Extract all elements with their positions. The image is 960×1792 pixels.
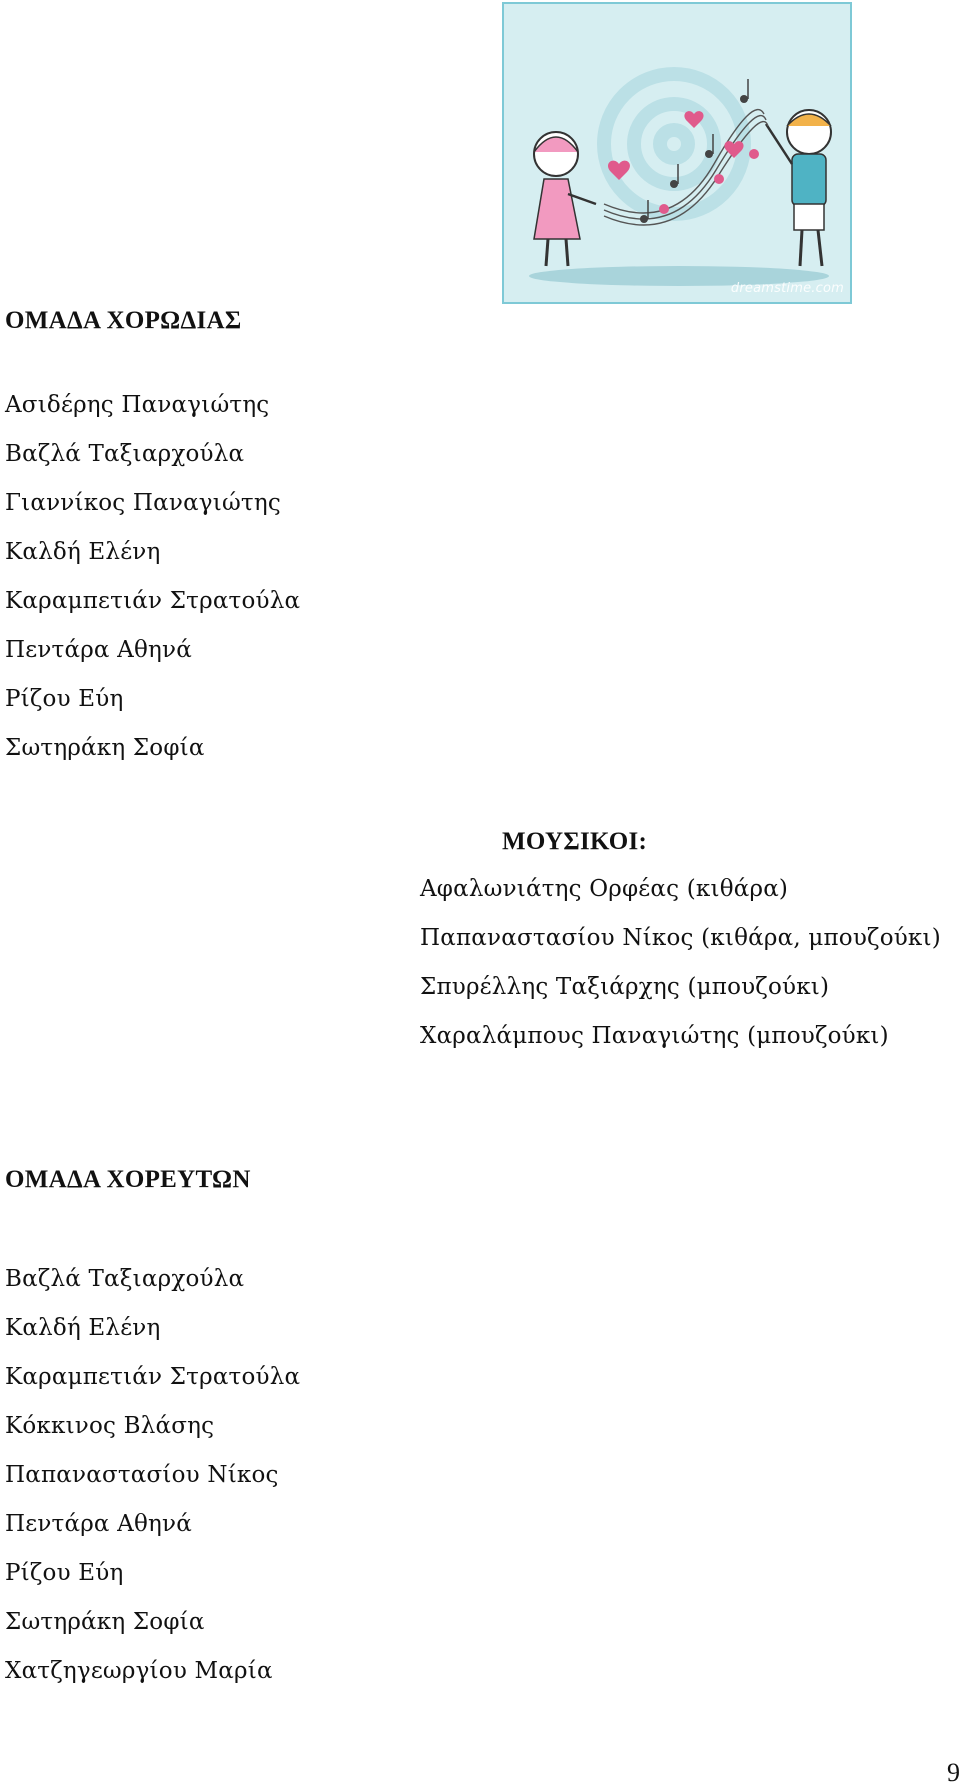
list-item: Γιαννίκος Παναγιώτης xyxy=(5,490,281,516)
list-item: Κόκκινος Βλάσης xyxy=(5,1413,215,1439)
list-item: Βαζλά Ταξιαρχούλα xyxy=(5,441,245,467)
list-item: Καραμπετιάν Στρατούλα xyxy=(5,1364,301,1390)
page-number: 9 xyxy=(947,1758,960,1787)
list-item: Σπυρέλλης Ταξιάρχης (μπουζούκι) xyxy=(420,974,830,1000)
list-item: Ρίζου Εύη xyxy=(5,1560,124,1586)
list-item: Καλδή Ελένη xyxy=(5,1315,161,1341)
musicians-list xyxy=(420,865,941,1061)
list-item: Ασιδέρης Παναγιώτης xyxy=(5,392,270,418)
list-item: Χατζηγεωργίου Μαρία xyxy=(5,1658,273,1684)
kids-singing-image xyxy=(504,4,850,302)
boy-figure xyxy=(766,110,831,266)
girl-figure xyxy=(534,132,596,266)
choir-list xyxy=(5,381,300,773)
watermark: dreamstime.com xyxy=(730,281,844,296)
music-illustration xyxy=(502,2,852,304)
dancers-heading: ΟΜΑΔΑ ΧΟΡΕΥΤΩΝ xyxy=(5,1166,251,1193)
list-item: Σωτηράκη Σοφία xyxy=(5,1609,205,1635)
musicians-heading: ΜΟΥΣΙΚΟΙ: xyxy=(502,828,648,855)
list-item: Πεντάρα Αθηνά xyxy=(5,637,192,663)
list-item: Ρίζου Εύη xyxy=(5,686,124,712)
list-item: Καραμπετιάν Στρατούλα xyxy=(5,588,301,614)
list-item: Σωτηράκη Σοφία xyxy=(5,735,205,761)
list-item: Πεντάρα Αθηνά xyxy=(5,1511,192,1537)
choir-heading: ΟΜΑΔΑ ΧΟΡΩΔΙΑΣ xyxy=(5,307,242,334)
list-item: Χαραλάμπους Παναγιώτης (μπουζούκι) xyxy=(420,1023,889,1049)
list-item: Παπαναστασίου Νίκος (κιθάρα, μπουζούκι) xyxy=(420,925,941,951)
list-item: Βαζλά Ταξιαρχούλα xyxy=(5,1266,245,1292)
list-item: Αφαλωνιάτης Ορφέας (κιθάρα) xyxy=(420,876,789,902)
list-item: Καλδή Ελένη xyxy=(5,539,161,565)
dancers-list xyxy=(5,1255,300,1696)
list-item: Παπαναστασίου Νίκος xyxy=(5,1462,279,1488)
